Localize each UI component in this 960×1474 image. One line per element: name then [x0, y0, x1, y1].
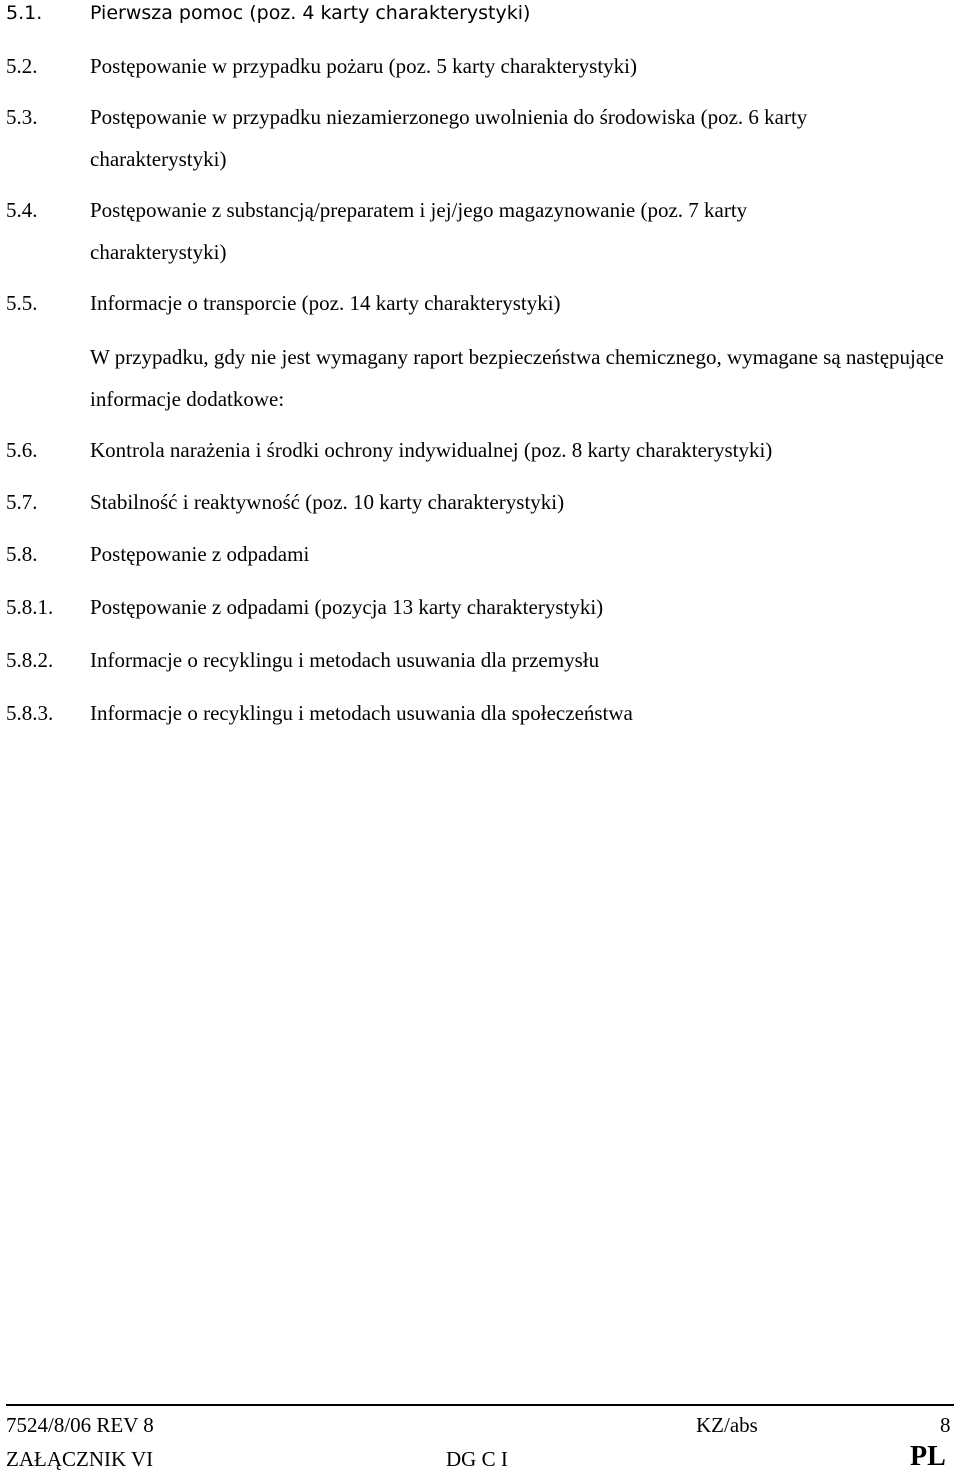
item-text: Pierwsza pomoc (poz. 4 karty charakterystyki): [90, 2, 531, 24]
item-number: 5.8.1.: [6, 595, 54, 619]
item-text: Postępowanie w przypadku pożaru (poz. 5 karty charakterystyki): [90, 54, 637, 78]
item-number: 5.2.: [6, 54, 38, 78]
author-initials: KZ/abs: [696, 1413, 758, 1437]
footer-divider: [6, 1404, 954, 1406]
item-number: 5.3.: [6, 105, 38, 129]
document-reference: 7524/8/06 REV 8: [6, 1413, 154, 1437]
item-number: 5.4.: [6, 198, 38, 222]
annex-label: ZAŁĄCZNIK VI: [6, 1447, 154, 1471]
item-text: Kontrola narażenia i środki ochrony indywidualnej (poz. 8 karty charakterystyki): [90, 438, 773, 462]
item-text: Stabilność i reaktywność (poz. 10 karty charakterystyki): [90, 490, 565, 514]
item-number: 5.8.2.: [6, 648, 54, 672]
item-text: Informacje o recyklingu i metodach usuwania dla społeczeństwa: [90, 701, 633, 725]
item-number: 5.1.: [6, 2, 43, 24]
item-number: 5.8.3.: [6, 701, 54, 725]
item-number: 5.5.: [6, 291, 38, 315]
page-number: 8: [940, 1413, 951, 1437]
item-text: Postępowanie w przypadku niezamierzonego uwolnienia do środowiska (poz. 6 karty charakterystyki): [90, 105, 808, 171]
item-text: Postępowanie z substancją/preparatem i jej/jego magazynowanie (poz. 7 karty charakterystyki): [90, 198, 748, 264]
item-number: 5.6.: [6, 438, 38, 462]
language-code: PL: [910, 1441, 946, 1472]
item-text: Informacje o transporcie (poz. 14 karty charakterystyki): [90, 291, 561, 315]
item-text: Informacje o recyklingu i metodach usuwania dla przemysłu: [90, 648, 600, 672]
item-number: 5.8.: [6, 542, 38, 566]
directorate-label: DG C I: [446, 1447, 508, 1471]
item-text: Postępowanie z odpadami: [90, 542, 310, 566]
item-text: Postępowanie z odpadami (pozycja 13 karty charakterystyki): [90, 595, 604, 619]
item-number: 5.7.: [6, 490, 38, 514]
note-paragraph: W przypadku, gdy nie jest wymagany raport bezpieczeństwa chemicznego, wymagane są następujące informacje dodatkowe:: [90, 345, 944, 411]
